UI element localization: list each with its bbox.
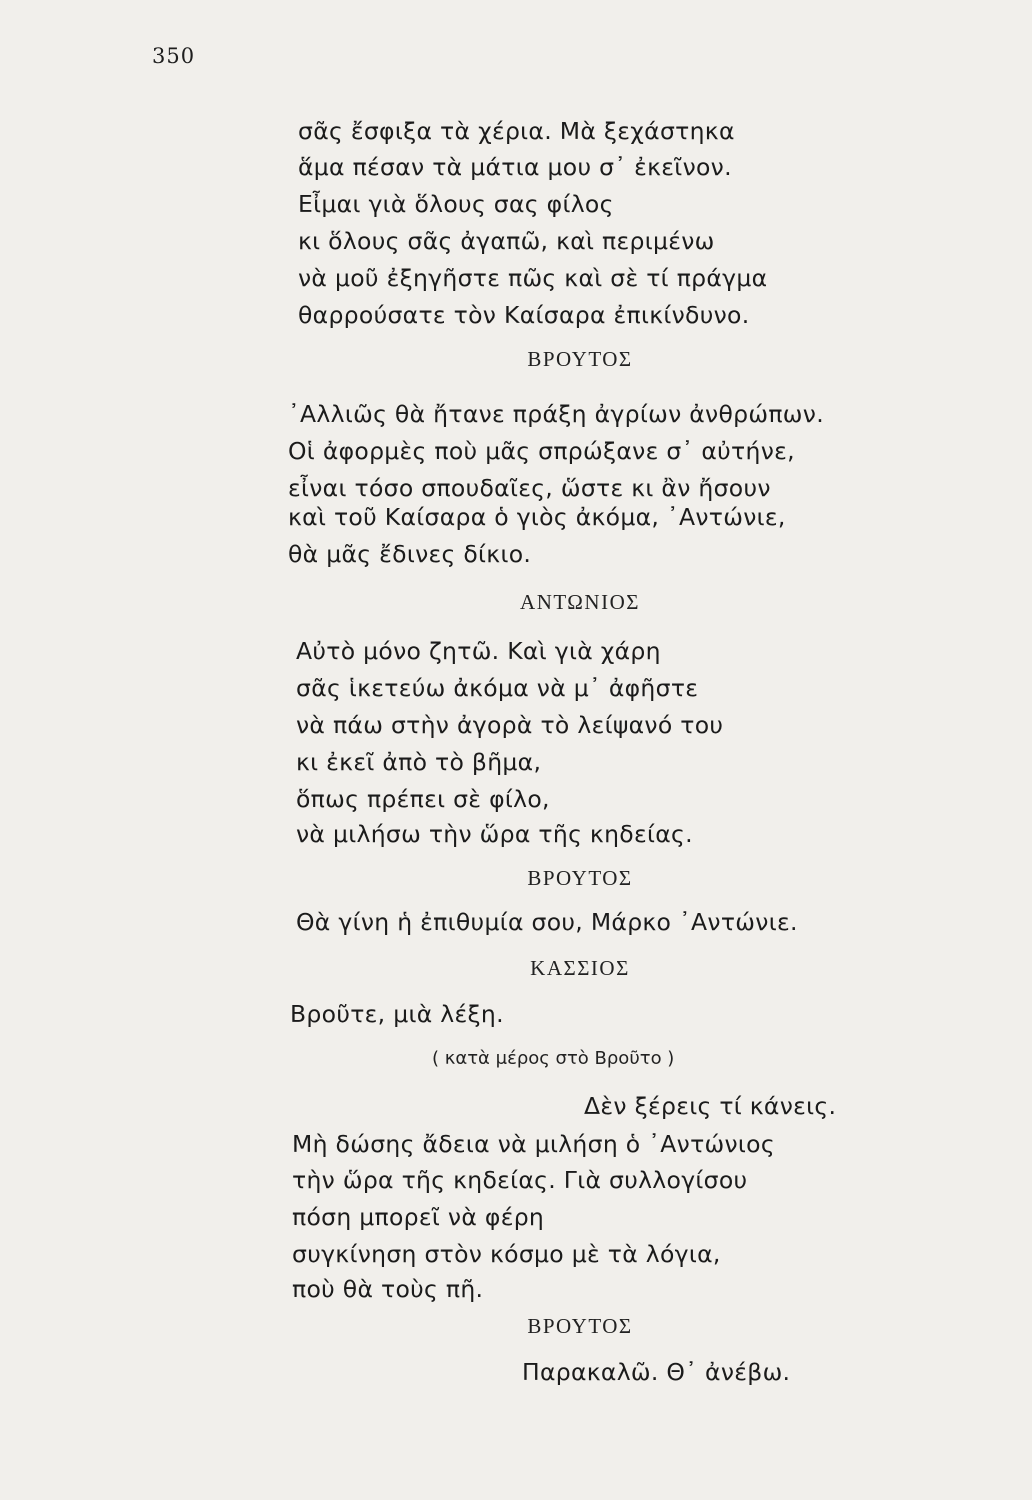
verse-line: Βροῦτε, μιὰ λέξη. [290, 1000, 504, 1028]
verse-line: καὶ τοῦ Καίσαρα ὁ γιὸς ἀκόμα, ᾿Αντώνιε, [288, 503, 786, 531]
verse-line: νὰ μιλήσω τὴν ὥρα τῆς κηδείας. [296, 820, 693, 848]
speaker-name: ΒΡΟΥΤΟΣ [527, 1314, 633, 1338]
verse-line: θαρρούσατε τὸν Καίσαρα ἐπικίνδυνο. [298, 301, 750, 329]
verse-line: ᾿Αλλιῶς θὰ ἤτανε πράξη ἀγρίων ἀνθρώπων. [288, 400, 824, 428]
verse-line: νὰ πάω στὴν ἀγορὰ τὸ λείψανό του [296, 711, 724, 739]
verse-line: Εἶμαι γιὰ ὅλους σας φίλος [298, 190, 614, 218]
verse-line: νὰ μοῦ ἐξηγῆστε πῶς καὶ σὲ τί πράγμα [298, 264, 768, 292]
verse-line: Οἱ ἀφορμὲς ποὺ μᾶς σπρώξανε σ᾿ αὐτήνε, [288, 437, 795, 465]
verse-line: ἅμα πέσαν τὰ μάτια μου σ᾿ ἐκεῖνον. [298, 153, 732, 181]
speaker-name: ΒΡΟΥΤΟΣ [527, 347, 633, 371]
page-number: 350 [152, 44, 196, 68]
speaker-name: ΑΝΤΩΝΙΟΣ [520, 590, 640, 614]
verse-line: πόση μπορεῖ νὰ φέρη [292, 1203, 545, 1231]
verse-line: ὅπως πρέπει σὲ φίλο, [296, 785, 550, 813]
verse-line: σᾶς ἔσφιξα τὰ χέρια. Μὰ ξεχάστηκα [298, 117, 735, 145]
speaker-name: ΒΡΟΥΤΟΣ [527, 866, 633, 890]
speaker-name: ΚΑΣΣΙΟΣ [530, 956, 630, 980]
verse-line: ποὺ θὰ τοὺς πῆ. [292, 1275, 484, 1303]
verse-line: συγκίνηση στὸν κόσμο μὲ τὰ λόγια, [292, 1240, 721, 1268]
verse-line: Μὴ δώσης ἄδεια νὰ μιλήση ὁ ᾿Αντώνιος [292, 1130, 775, 1158]
verse-line: κι ὅλους σᾶς ἀγαπῶ, καὶ περιμένω [298, 227, 715, 255]
verse-line: Δὲν ξέρεις τί κάνεις. [584, 1092, 837, 1120]
verse-line: κι ἐκεῖ ἀπὸ τὸ βῆμα, [296, 748, 542, 776]
verse-line: τὴν ὥρα τῆς κηδείας. Γιὰ συλλογίσου [292, 1166, 748, 1194]
verse-line: Αὐτὸ μόνο ζητῶ. Καὶ γιὰ χάρη [296, 637, 661, 665]
verse-line: σᾶς ἱκετεύω ἀκόμα νὰ μ᾿ ἀφῆστε [296, 674, 699, 702]
verse-line: θὰ μᾶς ἔδινες δίκιο. [288, 540, 532, 568]
stage-direction: ( κατὰ μέρος στὸ Βροῦτο ) [432, 1048, 675, 1069]
verse-line: εἶναι τόσο σπουδαῖες, ὥστε κι ἂν ἤσουν [288, 474, 771, 502]
verse-line: Θὰ γίνη ἡ ἐπιθυμία σου, Μάρκο ᾿Αντώνιε. [296, 908, 798, 936]
verse-line: Παρακαλῶ. Θ᾿ ἀνέβω. [522, 1358, 791, 1386]
